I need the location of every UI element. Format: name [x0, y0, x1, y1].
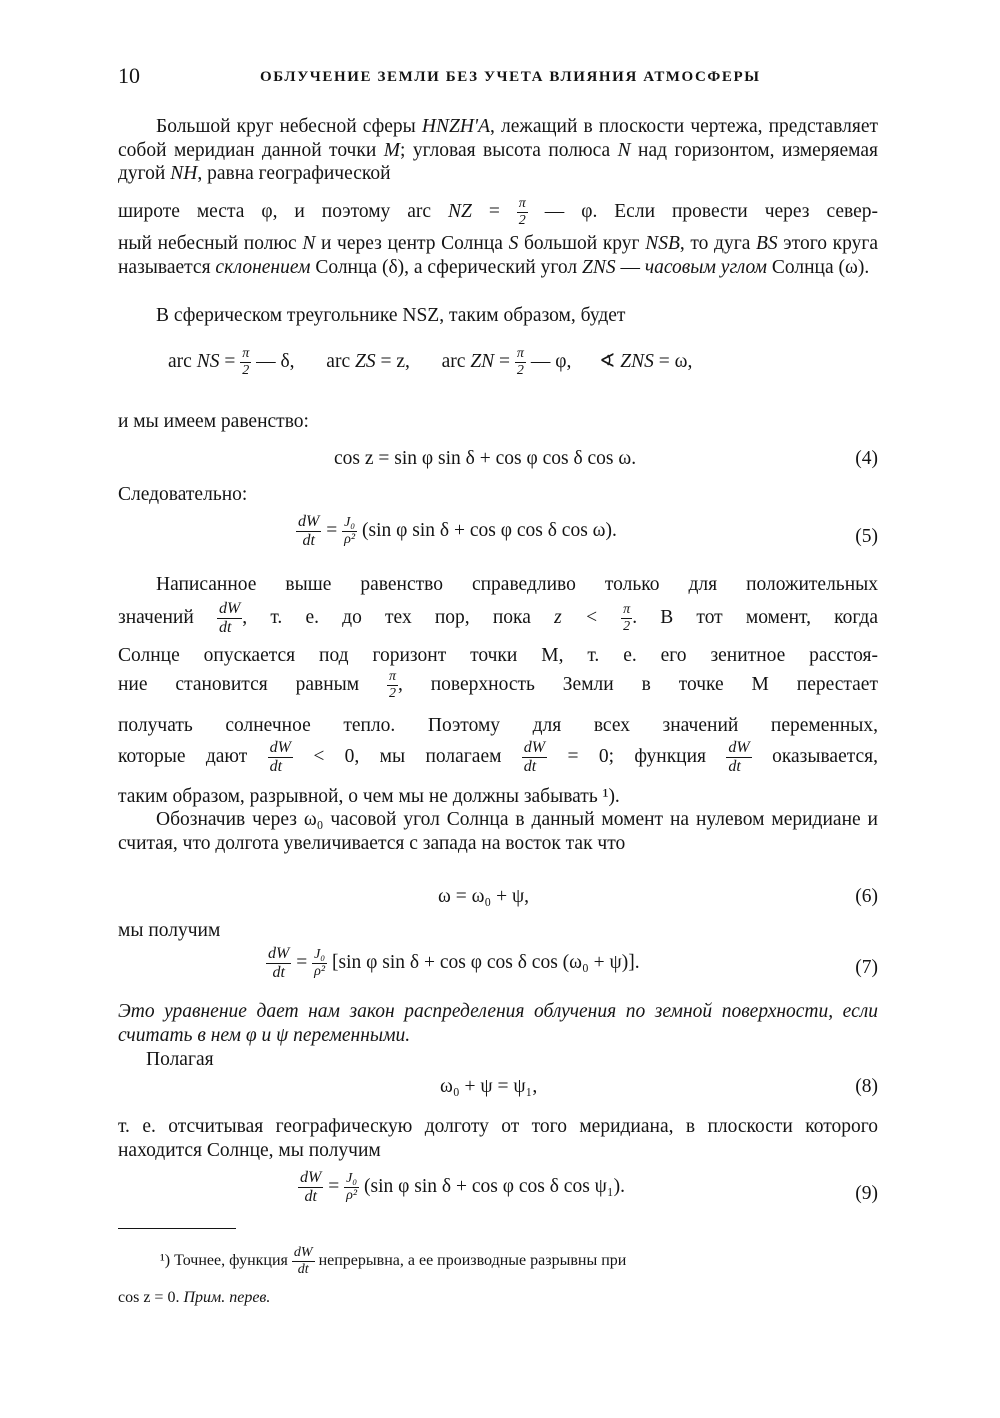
equation-arcs: arc NS = $\frac{\pi}{2}$ — δ, arc ZS = z, arc ZN = $\frac{\pi}{2}$ — φ, ∢ ZNS = ω, [168, 346, 693, 378]
paragraph-7: мы получим [118, 920, 221, 941]
paragraph-5-line-5: получать солнечное тепло. Поэтому для всех значений переменных, [118, 715, 878, 736]
paragraph-5-line-4: ние становится равным $\frac{\pi}{2}$ , поверхность Земли в точке M перестает [118, 669, 878, 701]
equation-7-number: (7) [855, 957, 878, 978]
equation-5: $\frac{dW}{dt}$ = $\frac{\text{J₀}}{\text{ρ²}}$ (sin φ sin δ + cos φ cos δ cos ω). [298, 513, 617, 549]
equation-4: cos z = sin φ sin δ + cos φ cos δ cos ω. [334, 448, 637, 469]
equation-9: $\frac{dW}{dt}$ = $\frac{\text{J₀}}{\text{ρ²}}$ (sin φ sin δ + cos φ cos δ cos ψ₁). [300, 1169, 626, 1205]
paragraph-8: Это уравнение дает нам закон распределения облучения по земной поверхности, если считать в нем φ и ψ переменными. [118, 1001, 878, 1046]
equation-7: $\frac{dW}{dt}$ = $\frac{\text{J₀}}{\text{ρ²}}$ [sin φ sin δ + cos φ cos δ cos (ω₀ + ψ)]. [268, 945, 640, 981]
paragraph-5-line-6: которые дают $\frac{dW}{dt}$ < 0, мы полагаем $\frac{dW}{dt}$ = 0; функция $\frac{dW}{dt}$ оказывается, [118, 739, 878, 775]
fraction-pi-over-2: $\frac{\pi}{2}$ [518, 196, 526, 228]
paragraph-5-line-7: таким образом, разрывной, о чем мы не должны забывать ¹). [118, 786, 620, 807]
paragraph-2: В сферическом треугольнике NSZ, таким образом, будет [156, 305, 626, 326]
footnote-separator [118, 1228, 236, 1229]
equation-9-number: (9) [855, 1183, 878, 1204]
paragraph-5-line-3: Солнце опускается под горизонт точки M, т. е. его зенитное расстоя- [118, 645, 878, 666]
equation-4-number: (4) [855, 448, 878, 469]
page-number: 10 [118, 63, 140, 88]
footnote-line-2: cos z = 0. Прим. перев. [118, 1289, 271, 1306]
footnote-line-1: ¹) Точнее, функция $\frac{dW}{dt}$ непрерывна, а ее производные разрывны при [160, 1245, 627, 1277]
paragraph-5-line-2: значений $\frac{dW}{dt}$ , т. е. до тех пор, пока z < $\frac{\pi}{2}$ . В тот момент, когда [118, 600, 878, 636]
paragraph-1-line-4: широте места φ, и поэтому arc NZ = $\frac{\pi}{2}$ — φ. Если провести через север- [118, 196, 878, 228]
equation-8-number: (8) [855, 1076, 878, 1097]
paragraph-1-part-a: Большой круг небесной сферы HNZH'A, лежащий в плоскости чертежа, представляет собой меридиан данной точки M; угловая высота полюса N над горизонтом, измеряемая дугой NH, равна географической [118, 116, 879, 184]
paragraph-9: Полагая [146, 1049, 214, 1070]
equation-6: ω = ω₀ + ψ, [438, 886, 530, 907]
paragraph-4: Следовательно: [118, 484, 248, 505]
paragraph-1-part-b: ный небесный полюс N и через центр Солнца S большой круг NSB, то дуга BS этого круга называется склонением Солнца (δ), а сферический угол ZNS — часовым углом Солнца (ω). [118, 233, 878, 278]
paragraph-10: т. е. отсчитывая географическую долготу от того меридиана, в плоскости которого находится Солнце, мы получим [118, 1116, 878, 1161]
equation-6-number: (6) [855, 886, 878, 907]
paragraph-6: Обозначив через ω₀ часовой угол Солнца в данный момент на нулевом меридиане и считая, что долгота увеличивается с запада на восток так что [118, 809, 878, 854]
paragraph-3: и мы имеем равенство: [118, 411, 309, 432]
equation-8: ω₀ + ψ = ψ₁, [440, 1076, 538, 1097]
equation-5-number: (5) [855, 526, 878, 547]
running-header: ОБЛУЧЕНИЕ ЗЕМЛИ БЕЗ УЧЕТА ВЛИЯНИЯ АТМОСФЕРЫ [260, 69, 761, 85]
paragraph-5-line-1: Написанное выше равенство справедливо только для положительных [156, 574, 878, 595]
